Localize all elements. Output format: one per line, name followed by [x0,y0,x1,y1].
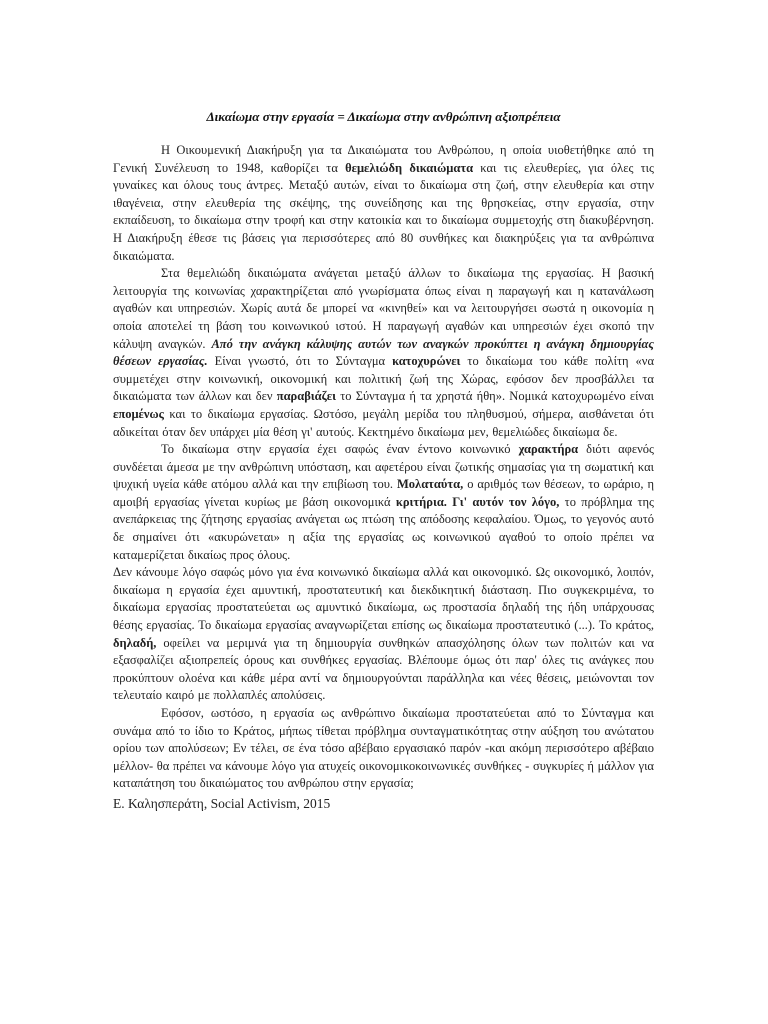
paragraph-3-text-g: το πρόβλημα της ανεπάρκειας της ζήτησης εργασίας ανάγεται ως πτώση της απόδοσης κεφαλαίου. Όμως, το γεγονός αυτό δε σημαίνει ότι «ακυρώνεται» η αξία της εργασίας ως κοινωνικού αγαθού το οποίο πρέπει να καταμερίζεται δικαίως προς όλους. [113,494,655,562]
paragraph-1-text-c: και τις ελευθερίες, για όλες τις γυναίκες και όλους τους άντρες. Μεταξύ αυτών, είναι το δικαίωμα στη ζωή, στην ελευθερία και στην ιθαγένεια, στην ελευθερία της σκέψης, της συνείδησης και της θρησκείας, στην εργασία, στην εκπαίδευση, το δικαίωμα στην τροφή και στην κατοικία και το δικαίωμα συμμετοχής στη διακυβέρνηση. Η Διακήρυξη έθεσε τις βάσεις για περισσότερες από 80 συνθήκες και διακηρύξεις για τα ανθρώπινα δικαιώματα. [113,160,654,263]
author-signature: Ε. Καλησπεράτη, Social Activism, 2015 [113,795,331,811]
paragraph-2 [113,265,654,441]
paragraph-2-text-i: και το δικαίωμα εργασίας. Ωστόσο, μεγάλη μερίδα του πληθυσμού, σήμερα, αισθάνεται ότι αδικείται όταν δεν υπάρχει μία θέση γι' αυτούς. Κεκτημένο δικαίωμα μεν, θεμελιώδες δικαίωμα δε. [113,406,654,439]
paragraph-4 [113,564,654,705]
paragraph-4-bold-diladi: δηλαδή, [113,635,157,650]
paragraph-4-text-a: Δεν κάνουμε λόγο σαφώς μόνο για ένα κοινωνικό δικαίωμα αλλά και οικονομικό. Ως οικονομικό, λοιπόν, δικαίωμα η εργασία έχει αμυντική, προστατευτική και διεκδικητική διάσταση. Πιο συγκεκριμένα, το δικαίωμα εργασίας προστατεύεται ως αμυντικό δικαίωμα, ως προστασία δηλαδή της ήδη υπάρχουσας θέσης εργασίας. Το δικαίωμα εργασίας αναγνωρίζεται επίσης ως δικαίωμα προστατευτικό (...). Το κράτος, [113,565,654,633]
paragraph-3-bold-character: χαρακτήρα [518,442,579,457]
paragraph-2-bold-epomenos: επομένως [113,406,164,421]
paragraph-2-text-e: το δικαίωμα του κάθε πολίτη «να συμμετέχει στην κοινωνική, οικονομική και πολιτική ζωή της Χώρας, εφόσον δεν προσβάλλει τα δικαιώματα των άλλων και δεν [113,354,654,404]
paragraph-3-text-a: Το δικαίωμα στην εργασία έχει σαφώς έναν έντονο κοινωνικό [161,442,519,457]
paragraph-3-text-c: διότι αφενός συνδέεται άμεσα με την ανθρώπινη υπόσταση, και αφετέρου είναι ζωτικής σημασίας για τη σωματική και ψυχική υγεία κάθε ατόμου αλλά και την επιβίωση του. [113,442,654,492]
paragraph-2-text-a: Στα θεμελιώδη δικαιώματα ανάγεται μεταξύ άλλων το δικαίωμα της εργασίας. Η βασική λειτουργία της κοινωνίας χαρακτηρίζεται από γνωρίσματα όπως είναι η παραγωγή και η κατανάλωση αγαθών και υπηρεσιών. Χωρίς αυτά δε μπορεί να «κινηθεί» και να λειτουργήσει σωστά η οικονομία η οποία αποτελεί τη βάση του κοινωνικού ιστού. Η παραγωγή αγαθών και υπηρεσιών έχει σκοπό την κάλυψη αναγκών. [113,266,654,351]
paragraph-4-text-c: οφείλει να μεριμνά για τη δημιουργία συνθηκών απασχόλησης όλων των πολιτών και να εξασφαλίζει αξιοπρεπείς όρους και συνθήκες εργασίας. Βλέπουμε όμως ότι παρ' όλες τις ανάγκες που προκύπτουν ολοένα και κάθε μέρα αντί να δημιουργούνται παράλληλα και νέες θέσεις, μειώνονται τον τελευταίο καιρό με πολλαπλές απολύσεις. [113,635,654,703]
paragraph-3-bold-criteria: κριτήρια. Γι' αυτόν τον λόγο, [395,494,560,509]
paragraph-1 [113,142,654,265]
paragraph-1-bold-fundamental-rights: θεμελιώδη δικαιώματα [345,160,474,175]
paragraph-1-text-a: Η Οικουμενική Διακήρυξη για τα Δικαιώματα του Ανθρώπου, η οποία υιοθετήθηκε από τη Γενική Συνέλευση το 1948, καθορίζει τα [113,143,654,175]
paragraph-2-bold-italic-sentence: Από την ανάγκη κάλυψης αυτών των αναγκών προκύπτει η ανάγκη δημιουργίας θέσεων εργασίας. [113,336,655,369]
paragraph-3-text-e: ο αριθμός των θέσεων, το ωράριο, η αμοιβή εργασίας γίνεται κυρίως με βάση οικονομικά [113,477,654,509]
paragraph-3-bold-molatauta: Μολαταύτα, [397,477,464,492]
paragraph-3 [113,441,654,564]
paragraph-2-text-g: το Σύνταγμα ή τα χρηστά ήθη». Νομικά κατοχυρωμένο είναι [336,389,654,404]
paragraph-2-bold-kato: κατοχυρώνει [392,354,461,369]
paragraph-5: Εφόσον, ωστόσο, η εργασία ως ανθρώπινο δικαίωμα προστατεύεται από το Σύνταγμα και συνάμα από το ίδιο το Κράτος, μήπως τίθεται πρόβλημα συνταγματικότητας στην αύξηση του ανώτατου ορίου των απολύσεων; Εν τέλει, σε ένα τόσο αβέβαιο εργασιακό παρόν -και ακόμη περισσότερο αβέβαιο μέλλον- θα πρέπει να κάνουμε λόγο για ατυχείς οικονομικοκοινωνικές συνθήκες - συγκυρίες ή μάλλον για καταπάτηση του δικαιώματος του ανθρώπου στην εργασία; [113,706,654,791]
paragraph-2-bold-paraviazei: παραβιάζει [276,389,337,404]
paragraph-2-text-c: Είναι γνωστό, ότι το Σύνταγμα [207,354,393,369]
document-page [113,96,654,813]
document-title: Δικαίωμα στην εργασία = Δικαίωμα στην ανθρώπινη αξιοπρέπεια [206,109,561,124]
